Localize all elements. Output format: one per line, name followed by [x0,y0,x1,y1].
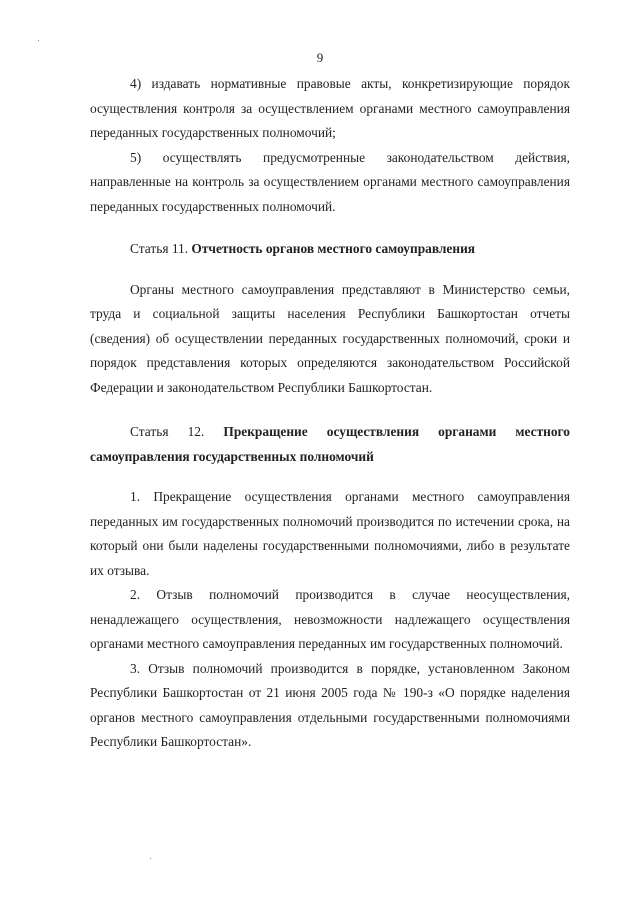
article-11-paragraph: Органы местного самоуправления представляют в Министерство семьи, труда и социальной защиты населения Республики Башкортостан отчеты (сведения) об осуществлении переданных государственных полномочий, сроки и порядок представления которых определяются законодательством Российской Федерации и законодательством Республики Башкортостан. [90,281,570,395]
paragraph-item-4: 4) издавать нормативные правовые акты, конкретизирующие порядок осуществления контроля за осуществлением органами местного самоуправления переданных государственных полномочий; [90,76,570,140]
article-12-title: Прекращение осуществления органами местного самоуправления государственных полномочий [90,424,571,464]
article-11-number: Статья 11. [130,241,192,256]
document-body [90,72,570,755]
scan-speck [150,858,151,859]
article-12-heading [90,420,570,469]
paragraph-item-5: 5) осуществлять предусмотренные законодательством действия, направленные на контроль за осуществлением органами местного самоуправления переданных государственных полномочий. [90,149,570,214]
article-12-paragraph-3: 3. Отзыв полномочий производится в порядке, установленном Законом Республики Башкортостан от 21 июня 2005 года № 190-з «О порядке наделения органов местного самоуправления отдельными государственными полномочиями Республики Башкортостан». [90,660,570,749]
article-12-number: Статья 12. [130,424,224,439]
article-11-title: Отчетность органов местного самоуправления [191,241,476,256]
scan-speck [38,40,39,41]
article-12-paragraph-2: 2. Отзыв полномочий производится в случае неосуществления, ненадлежащего осуществления, невозможности надлежащего осуществления органами местного самоуправления переданных им государственных полномочий. [90,587,570,651]
article-12-paragraph-1: 1. Прекращение осуществления органами местного самоуправления переданных им государственных полномочий производится по истечении срока, на который они были наделены государственными полномочиями, либо в результате их отзыва. [90,489,570,578]
article-11-heading [90,237,570,262]
page-number: 9 [316,50,324,65]
